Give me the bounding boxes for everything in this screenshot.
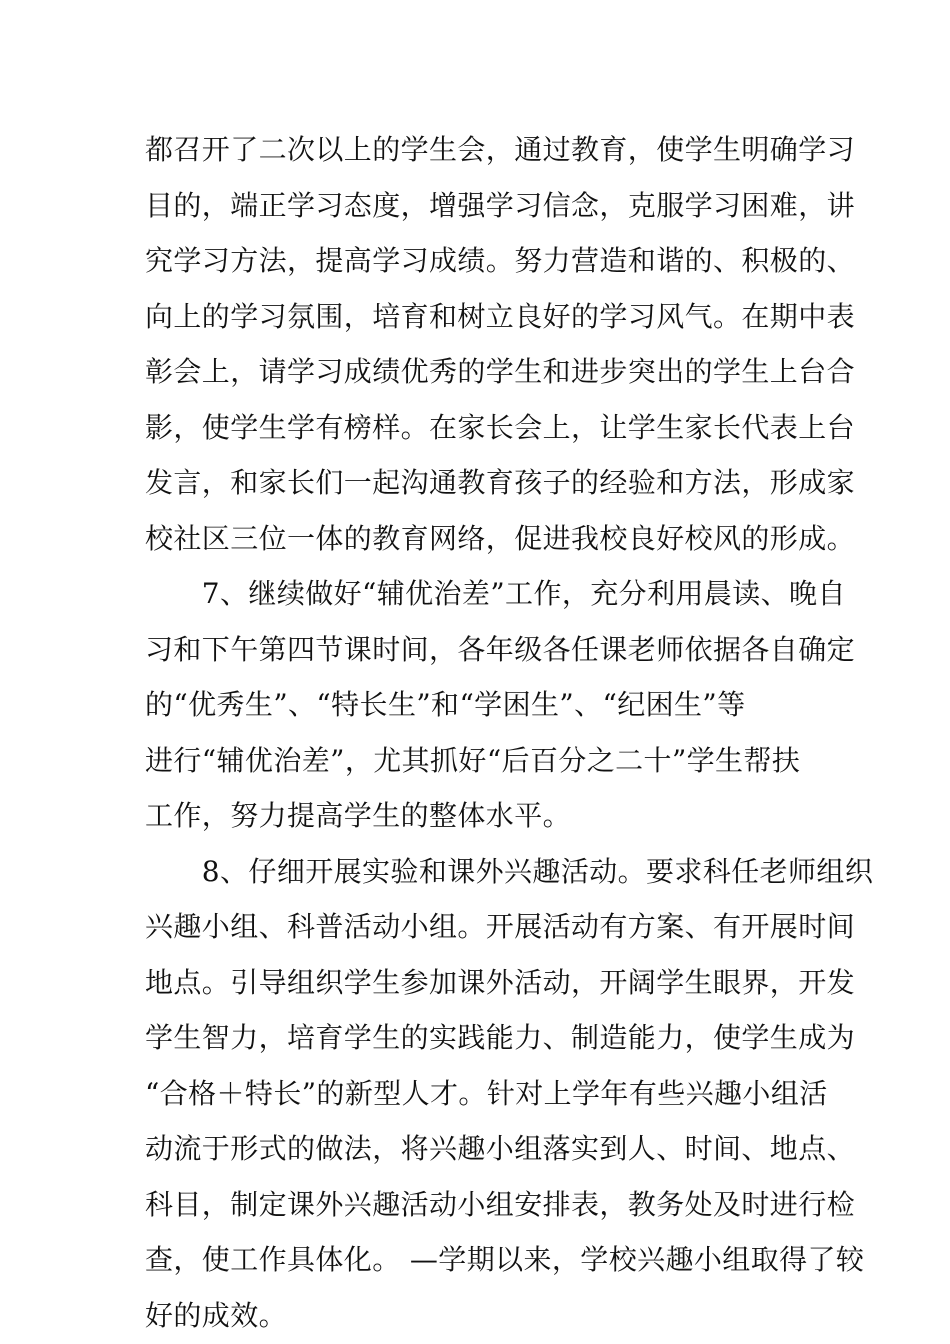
paragraph-7-line: 7、继续做好“辅优治差”工作，充分利用晨读、晚自	[145, 577, 846, 610]
text-line: 发言，和家长们一起沟通教育孩子的经验和方法，形成家	[145, 466, 856, 499]
text-line: 都召开了二次以上的学生会，通过教育，使学生明确学习	[145, 133, 856, 166]
paragraph-8-line: 8、仔细开展实验和课外兴趣活动。要求科任老师组织	[145, 854, 874, 888]
text-line: 影，使学生学有榜样。在家长会上，让学生家长代表上台	[145, 410, 856, 444]
text-line: 向上的学习氛围，培育和树立良好的学习风气。在期中表	[145, 299, 856, 333]
text-line: 校社区三位一体的教育网络，促进我校良好校风的形成。	[145, 521, 856, 555]
text-line: 的“优秀生”、“特长生”和“学困生”、“纪困生”等	[145, 688, 746, 721]
text-line: 究学习方法，提高学习成绩。努力营造和谐的、积极的、	[145, 244, 856, 277]
text-line: 学生智力，培育学生的实践能力、制造能力，使学生成为	[145, 1021, 856, 1054]
text-line: 彰会上，请学习成绩优秀的学生和进步突出的学生上台合	[145, 355, 856, 388]
text-line: 目的，端正学习态度，增强学习信念，克服学习困难，讲	[145, 188, 856, 222]
text-line: 查，使工作具体化。 —学期以来，学校兴趣小组取得了较	[145, 1243, 865, 1276]
text-line: 兴趣小组、科普活动小组。开展活动有方案、有开展时间	[145, 910, 856, 943]
text-line: “合格＋特长”的新型人才。针对上学年有些兴趣小组活	[145, 1076, 828, 1110]
text-line: 科目，制定课外兴趣活动小组安排表，教务处及时进行检	[145, 1187, 856, 1221]
text-line: 进行“辅优治差”，尤其抓好“后百分之二十”学生帮扶	[145, 743, 801, 777]
text-line: 好的成效。	[145, 1298, 288, 1332]
text-line: 地点。引导组织学生参加课外活动，开阔学生眼界，开发	[145, 965, 856, 999]
text-line: 动流于形式的做法，将兴趣小组落实到人、时间、地点、	[145, 1132, 856, 1165]
text-line: 工作，努力提高学生的整体水平。	[145, 799, 572, 832]
text-line: 习和下午第四节课时间，各年级各任课老师依据各自确定	[145, 632, 856, 666]
document-body	[145, 122, 874, 1343]
